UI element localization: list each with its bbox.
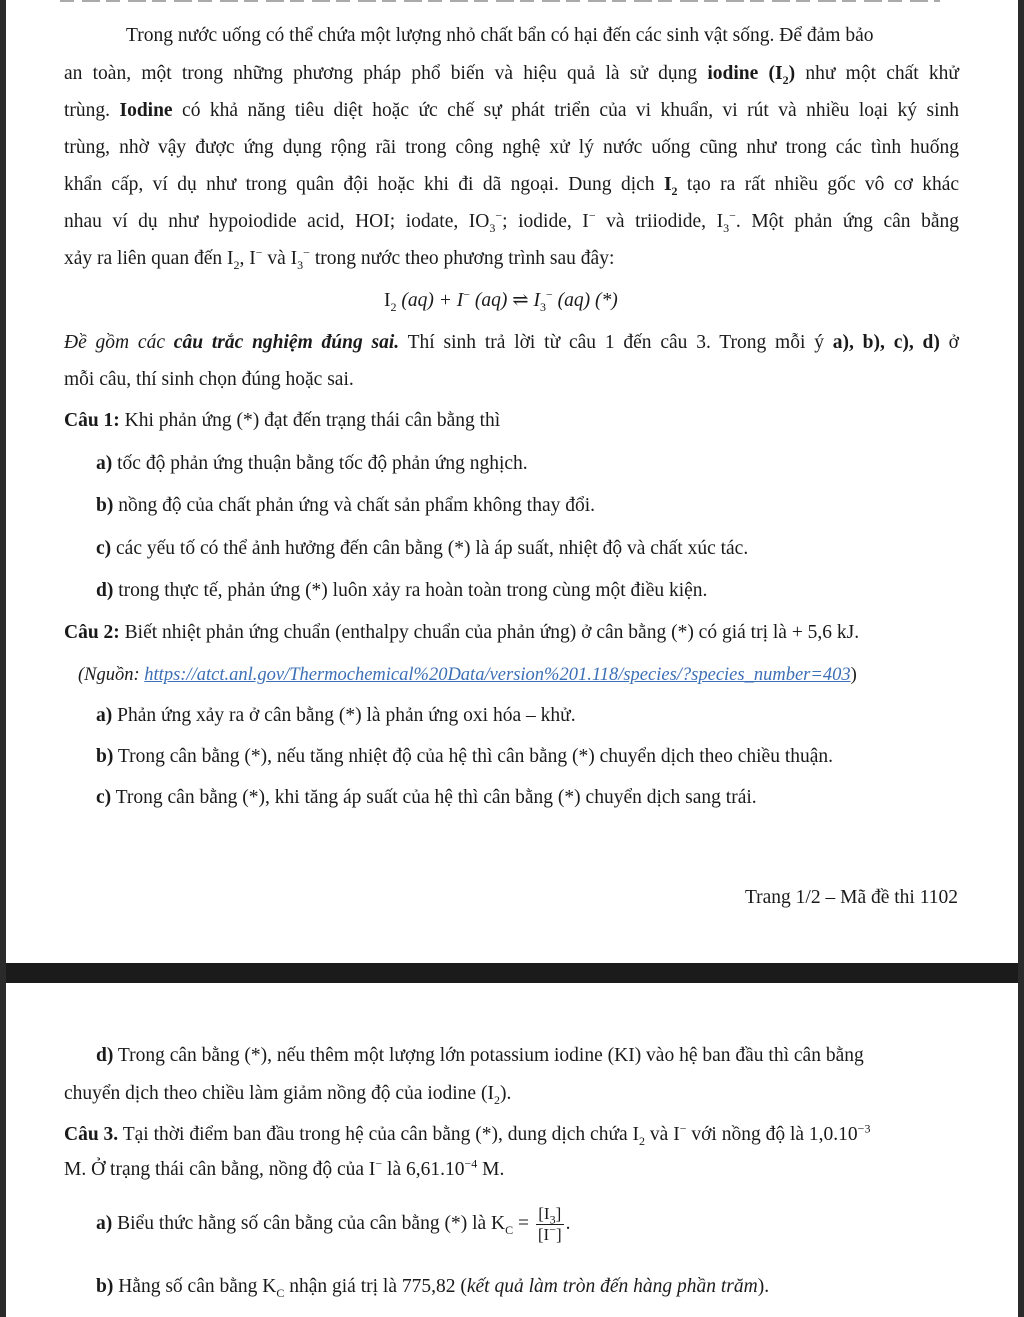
page-separator [0,963,1024,983]
question-2-option-b: b) Trong cân bằng (*), nếu tăng nhiệt độ của hệ thì cân bằng (*) chuyển dịch theo chiều thuận. [96,746,834,767]
question-2-option-d-line-2: chuyển dịch theo chiều làm giảm nồng độ của iodine $(I_2)$. [64,1083,512,1107]
left-shadow-edge [0,0,6,1317]
question-1-option-c: c) các yếu tố có thể ảnh hưởng đến cân bằng (*) là áp suất, nhiệt độ và chất xúc tác. [96,538,749,559]
intro-line-7: xảy ra liên quan đến $I_2$, I− và $I_3^-$ trong nước theo phương trình sau đây: [64,245,615,272]
page-footer: Trang 1/2 – Mã đề thi 1102 [744,887,958,908]
question-3-option-a: a) Biểu thức hằng số cân bằng của cân bằng (*) là $K_C$ = $\frac{[I_3]}{[I^-]}$ . [96,1204,571,1245]
question-2-option-a: a) Phản ứng xảy ra ở cân bằng (*) là phản ứng oxi hóa – khử. [96,705,576,726]
instructions-line-2: mỗi câu, thí sinh chọn đúng hoặc sai. [64,369,354,390]
intro-line-2: an toàn, một trong những phương pháp phổ biến và hiệu quả là sử dụng iodine $(I_2)$ như một chất khử [64,63,960,87]
question-1-option-a: a) tốc độ phản ứng thuận bằng tốc độ phản ứng nghịch. [96,453,528,474]
question-1-option-b: b) nồng độ của chất phản ứng và chất sản phẩm không thay đổi. [96,495,596,516]
reaction-equation: $I_2$ (aq) + I− (aq) ⇌ $I_3^-$ (aq) (*) [384,287,618,314]
instructions-line-1: Đề gồm các câu trắc nghiệm đúng sai. Thí sinh trả lời từ câu 1 đến câu 3. Trong mỗi ý a), b), c), d) ở [64,332,959,353]
intro-line-5: khẩn cấp, ví dụ như trong quân đội hoặc khi đi dã ngoại. Dung dịch $I_2$ tạo ra rất nhiều gốc vô cơ khác [64,174,960,198]
intro-line-3: trùng. Iodine có khả năng tiêu diệt hoặc ức chế sự phát triển của vi khuẩn, vi rút và nhiều loại ký sinh [64,100,959,121]
question-2-stem: Câu 2: Biết nhiệt phản ứng chuẩn (enthalpy chuẩn của phản ứng) ở cân bằng (*) có giá trị là + 5,6 kJ. [64,622,860,643]
question-3-stem-line-2: M. Ở trạng thái cân bằng, nồng độ của I− là $6,61.10^{-4}$ M. [64,1156,505,1180]
question-2-source: (Nguồn: https://atct.anl.gov/Thermochemical%20Data/version%201.118/species/?species_number=403) [78,665,857,685]
kc-fraction: $\frac{[I_3]}{[I^-]}$ [537,1204,562,1245]
question-2-option-c: c) Trong cân bằng (*), khi tăng áp suất của hệ thì cân bằng (*) chuyển dịch sang trái. [96,787,757,808]
intro-line-1: Trong nước uống có thể chứa một lượng nhỏ chất bẩn có hại đến các sinh vật sống. Để đảm bảo [126,25,874,46]
right-shadow-edge [1018,0,1024,1317]
question-1-stem: Câu 1: Khi phản ứng (*) đạt đến trạng thái cân bằng thì [64,410,501,431]
intro-line-4: trùng, nhờ vậy được ứng dụng rộng rãi trong công nghệ xử lý nước uống cũng như trong các tình huống [64,137,959,158]
cropped-top-line [60,0,940,4]
intro-line-6: nhau ví dụ như hypoiodide acid, HOI; iodate, $IO_3^-$; iodide, I− và triiodide, $I_3^-$. Một phản ứng cân bằng [64,208,959,235]
source-link[interactable]: https://atct.anl.gov/Thermochemical%20Data/version%201.118/species/?species_number=403 [144,665,851,685]
question-2-option-d-line-1: d) Trong cân bằng (*), nếu thêm một lượng lớn potassium iodine (KI) vào hệ ban đầu thì cân bằng [96,1045,864,1066]
question-3-stem-line-1: Câu 3. Tại thời điểm ban đầu trong hệ của cân bằng (*), dung dịch chứa $I_2$ và I− với nồng độ là $1,0.10^{-3}$ [64,1121,871,1148]
exam-page-2 [0,983,1024,1317]
question-3-option-b: b) Hằng số cân bằng $K_C$ nhận giá trị là 775,82 (kết quả làm tròn đến hàng phần trăm). [96,1276,770,1300]
question-1-option-d: d) trong thực tế, phản ứng (*) luôn xảy ra hoàn toàn trong cùng một điều kiện. [96,580,708,601]
